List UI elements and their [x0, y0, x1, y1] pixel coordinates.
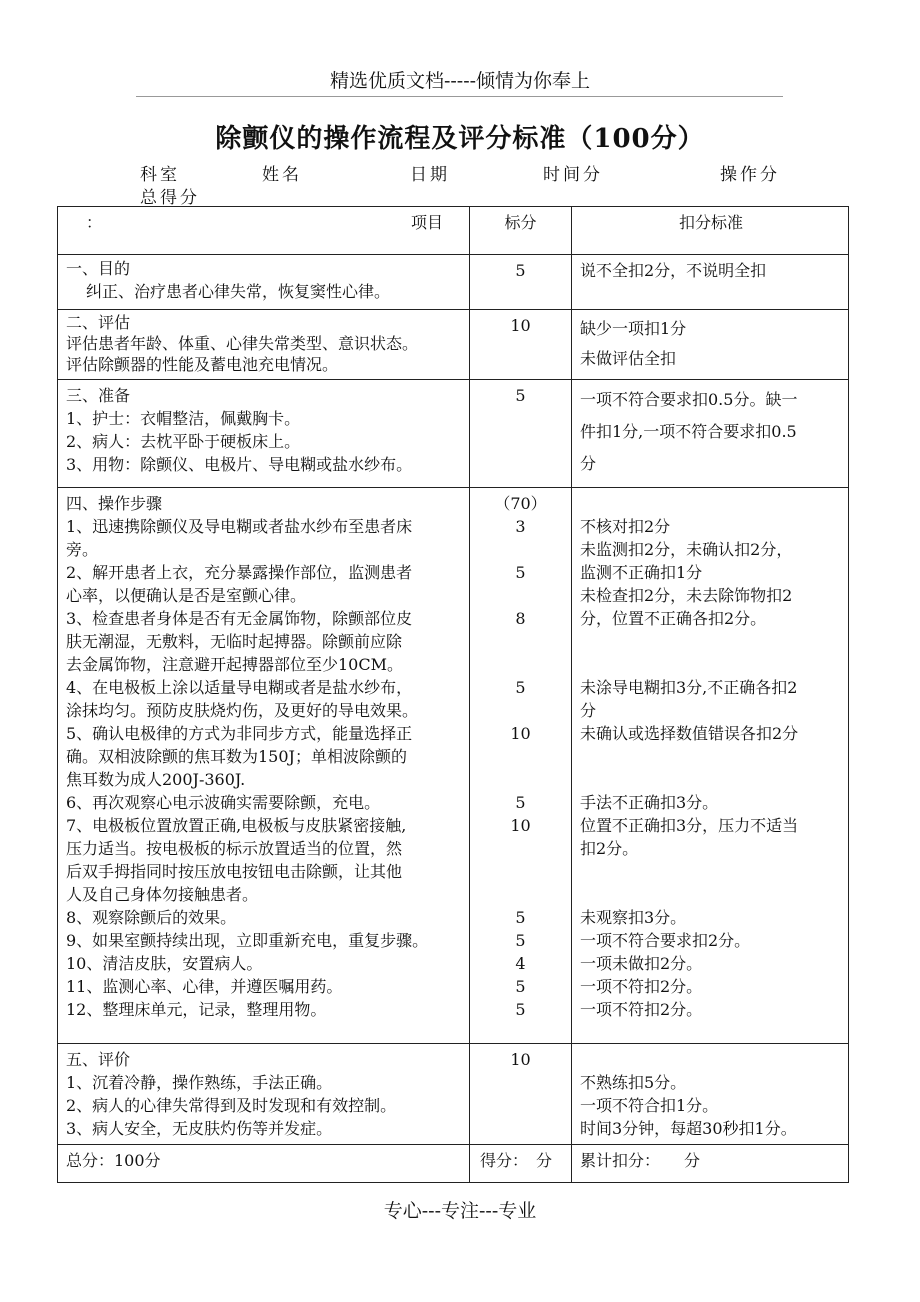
procedure-score: 10 [510, 724, 531, 743]
procedure-line: 旁。 [66, 540, 99, 559]
evaluation-deduct-3: 时间3分钟，每超30秒扣1分。 [580, 1119, 797, 1138]
assessment-deduct-2: 未做评估全扣 [580, 349, 677, 368]
meta-dept: 科室 [140, 165, 180, 185]
procedure-deduct: 未涂导电糊扣3分,不正确各扣2 [580, 678, 798, 697]
procedure-line: 7、电极板位置放置正确,电极板与皮肤紧密接触, [66, 816, 407, 835]
assessment-score: 10 [470, 310, 572, 380]
procedure-deduct: 未检查扣2分，未去除饰物扣2 [580, 586, 793, 605]
procedure-score: 5 [515, 1000, 526, 1019]
procedure-line: 焦耳数为成人200J-360J. [66, 770, 246, 789]
section-assessment [58, 310, 849, 380]
procedure-title: 四、操作步骤 [66, 494, 163, 513]
procedure-line: 10、清洁皮肤，安置病人。 [66, 954, 263, 973]
procedure-line: 8、观察除颤后的效果。 [66, 908, 237, 927]
table-header-row [58, 207, 849, 255]
evaluation-score: 10 [470, 1044, 572, 1145]
procedure-deduct: 一项不符扣2分。 [580, 977, 703, 996]
page-header: 精选优质文档-----倾情为你奉上 [329, 70, 591, 92]
procedure-score: 5 [515, 563, 526, 582]
procedure-line: 确。双相波除颤的焦耳数为150J；单相波除颤的 [66, 747, 407, 766]
procedure-line: 1、迅速携除颤仪及导电糊或者盐水纱布至患者床 [66, 517, 413, 536]
procedure-line: 9、如果室颤持续出现，立即重新充电，重复步骤。 [66, 931, 429, 950]
procedure-deduct: 手法不正确扣3分。 [580, 793, 719, 812]
meta-total: 总得分 [140, 188, 200, 208]
header-divider [136, 96, 783, 97]
procedure-line: 后双手拇指同时按压放电按钮电击除颤，让其他 [66, 862, 403, 881]
procedure-line: 12、整理床单元，记录，整理用物。 [66, 1000, 327, 1019]
total-deduct: 累计扣分： 分 [572, 1145, 849, 1183]
procedure-score: 10 [510, 816, 531, 835]
purpose-deduct: 说不全扣2分，不说明全扣 [572, 255, 849, 310]
prep-line-2: 2、病人：去枕平卧于硬板床上。 [66, 432, 301, 451]
procedure-deduct: 一项不符合要求扣2分。 [580, 931, 751, 950]
meta-name: 姓名 [262, 165, 302, 185]
evaluation-line-2: 2、病人的心律失常得到及时发现和有效控制。 [66, 1096, 397, 1115]
procedure-deduct: 未观察扣3分。 [580, 908, 687, 927]
prep-score: 5 [470, 380, 572, 488]
procedure-line: 心率，以便确认是否是室颤心律。 [66, 586, 307, 605]
meta-op-score: 操作分 [720, 165, 780, 185]
procedure-line: 肤无潮湿，无敷料，无临时起搏器。除颤前应除 [66, 632, 403, 651]
procedure-score: 5 [515, 678, 526, 697]
meta-time: 时间分 [543, 165, 603, 185]
prep-deduct-2: 件扣1分,一项不符合要求扣0.5 [580, 422, 797, 441]
assessment-deduct-1: 缺少一项扣1分 [580, 319, 687, 338]
procedure-line: 涂抹均匀。预防皮肤烧灼伤，及更好的导电效果。 [66, 701, 419, 720]
procedure-score: 5 [515, 793, 526, 812]
assessment-title: 二、评估 [66, 313, 131, 332]
procedure-deduct: 分 [580, 701, 597, 720]
procedure-deduct: 一项不符扣2分。 [580, 1000, 703, 1019]
total-label: 总分：100分 [58, 1145, 470, 1183]
procedure-line: 人及自己身体勿接触患者。 [66, 885, 259, 904]
procedure-score: 3 [515, 517, 526, 536]
section-preparation [58, 380, 849, 488]
procedure-deduct: 未监测扣2分，未确认扣2分， [580, 540, 793, 559]
procedure-score: 5 [515, 908, 526, 927]
purpose-body: 纠正、治疗患者心律失常，恢复窦性心律。 [86, 282, 391, 301]
procedure-line: 11、监测心率、心律，并遵医嘱用药。 [66, 977, 343, 996]
prep-line-1: 1、护士：衣帽整洁，佩戴胸卡。 [66, 409, 301, 428]
procedure-deduct: 位置不正确扣3分，压力不适当 [580, 816, 799, 835]
evaluation-line-3: 3、病人安全，无皮肤灼伤等并发症。 [66, 1119, 333, 1138]
procedure-deduct: 不核对扣2分 [580, 517, 671, 536]
section-procedure [58, 488, 849, 1044]
procedure-score-total: （70） [494, 494, 547, 513]
header-item: 项目 [410, 213, 443, 232]
prep-deduct-1: 一项不符合要求扣0.5分。缺一 [580, 390, 798, 409]
document-title: 除颤仪的操作流程及评分标准（100分） [215, 124, 705, 154]
procedure-score: 8 [515, 609, 526, 628]
procedure-line: 压力适当。按电极板的标示放置适当的位置，然 [66, 839, 403, 858]
evaluation-line-1: 1、沉着冷静，操作熟练，手法正确。 [66, 1073, 333, 1092]
header-deduct: 扣分标准 [572, 207, 849, 255]
prep-deduct-3: 分 [580, 454, 597, 473]
procedure-line: 5、确认电极律的方式为非同步方式，能量选择正 [66, 724, 413, 743]
evaluation-title: 五、评价 [66, 1050, 131, 1069]
procedure-line: 4、在电极板上涂以适量导电糊或者是盐水纱布， [66, 678, 413, 697]
prep-title: 三、准备 [66, 386, 131, 405]
total-row [58, 1145, 849, 1183]
procedure-score: 5 [515, 931, 526, 950]
procedure-deduct: 分，位置不正确各扣2分。 [580, 609, 767, 628]
procedure-deduct: 未确认或选择数值错误各扣2分 [580, 724, 799, 743]
procedure-score: 5 [515, 977, 526, 996]
procedure-score: 4 [515, 954, 526, 973]
procedure-line: 3、检查患者身体是否有无金属饰物，除颤部位皮 [66, 609, 413, 628]
header-score: 标分 [470, 207, 572, 255]
section-evaluation [58, 1044, 849, 1145]
procedure-deduct: 扣2分。 [580, 839, 639, 858]
assessment-line-1: 评估患者年龄、体重、心律失常类型、意识状态。 [66, 334, 419, 353]
header-colon: ： [86, 213, 103, 232]
section-purpose [58, 255, 849, 310]
evaluation-deduct-1: 不熟练扣5分。 [580, 1073, 687, 1092]
procedure-line: 6、再次观察心电示波确实需要除颤，充电。 [66, 793, 381, 812]
purpose-title: 一、目的 [66, 259, 131, 278]
procedure-deduct: 一项未做扣2分。 [580, 954, 703, 973]
purpose-score: 5 [470, 255, 572, 310]
scoring-table [57, 206, 849, 1183]
assessment-line-2: 评估除颤器的性能及蓄电池充电情况。 [66, 355, 339, 374]
page-footer: 专心---专注---专业 [383, 1200, 537, 1222]
total-score: 得分： 分 [470, 1145, 572, 1183]
procedure-line: 去金属饰物，注意避开起搏器部位至少10CM。 [66, 655, 403, 674]
procedure-line: 2、解开患者上衣，充分暴露操作部位，监测患者 [66, 563, 413, 582]
evaluation-deduct-2: 一项不符合扣1分。 [580, 1096, 719, 1115]
prep-line-3: 3、用物：除颤仪、电极片、导电糊或盐水纱布。 [66, 455, 413, 474]
meta-date: 日期 [410, 165, 450, 185]
procedure-deduct: 监测不正确扣1分 [580, 563, 703, 582]
